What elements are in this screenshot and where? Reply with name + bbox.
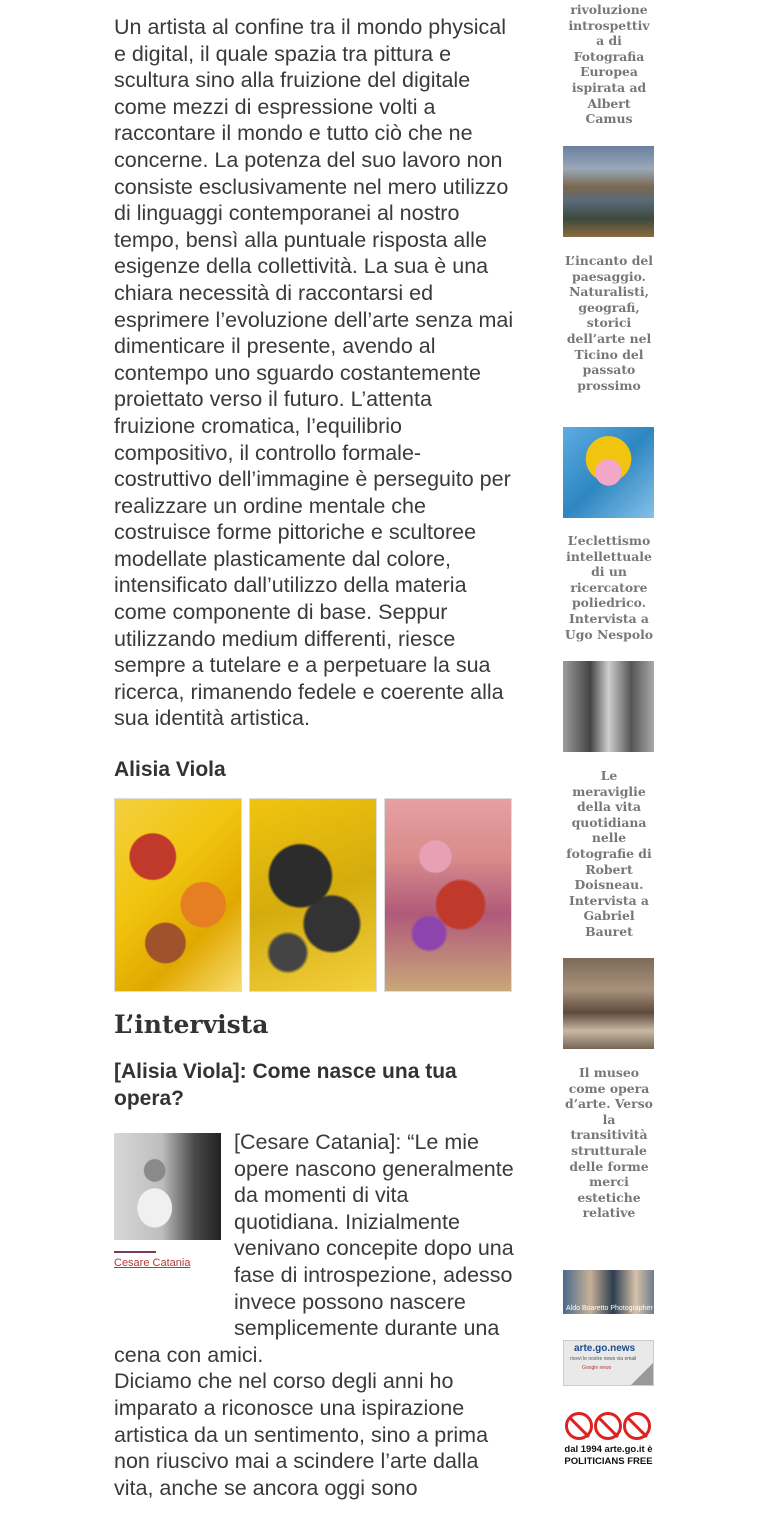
author-name: Alisia Viola [114,758,226,781]
politicians-free-text: dal 1994 arte.go.it è POLITICIANS FREE [564,1444,653,1467]
related-article-title[interactable]: L’incanto del paesaggio. Naturalisti, geografi, storici dell’arte nel Ticino del passato prossimo [565,253,653,393]
photographer-banner[interactable] [563,1270,654,1314]
related-article-title[interactable]: L’eclettismo intellettuale di un ricercatore poliedrico. Intervista a Ugo Nespolo [564,533,654,642]
answer-text: [Cesare Catania]: “Le mie opere nascono generalmente da momenti di vita quotidiana. Inizialmente venivano concepite dopo una fase di introspezione, adesso invece possono nascere semplicemente durante una cena con amici. [114,1130,514,1367]
artwork-image-1[interactable] [114,798,242,992]
float-spacer [114,1129,234,1329]
artwork-image-2[interactable] [249,798,377,992]
related-article-thumbnail[interactable] [563,146,654,237]
interview-answer [114,1129,514,1501]
interview-heading: L’intervista [114,1010,269,1039]
related-article-thumbnail[interactable] [563,427,654,518]
google-news-badge: Google news [582,1365,612,1371]
artwork-image-3[interactable] [384,798,512,992]
related-article-title[interactable]: Le meraviglie della vita quotidiana nelle fotografie di Robert Doisneau. Intervista a Gabriel Bauret [566,768,652,939]
article-paragraph: Un artista al confine tra il mondo physical e digital, il quale spazia tra pittura e scultura sino alla fruizione del digitale come mezzi di espressione volti a raccontare il mondo e tutto ciò che ne concerne. La potenza del suo lavoro non consiste esclusivamente nel mero utilizzo di linguaggi contemporanei al nostro tempo, bensì alla puntuale risposta alle esigenze della collettività. La sua è una chiara necessità di raccontarsi ed esprimere l’evoluzione dell’arte senza mai dimenticare il presente, avendo al contempo uno sguardo costantemente proiettato verso il futuro. L’attenta fruizione cromatica, l’equilibrio compositivo, il controllo formale-costruttivo dell’immagine è perseguito per realizzare un ordine mentale che costruisce forme pittoriche e scultoree modellate plasticamente dal colore, intensificato dall’utilizzo della materia come componente di base. Seppur utilizzando medium differenti, riesce sempre a tutelare e a perpetuare la sua ricerca, rimanendo fedele e coerente alla sua identità artistica. [114,15,514,731]
related-article-thumbnail[interactable] [563,958,654,1049]
news-brand-logo: arte.go.news [574,1343,636,1354]
answer-text-continued: Diciamo che nel corso degli anni ho imparato a riconosce una ispirazione artistica da un sentimento, sino a prima non riuscivo mai a scindere l’arte dalla vita, anche se ancora oggi sono [114,1369,489,1500]
no-politicians-icon [594,1412,622,1440]
related-article-title[interactable]: rivoluzione introspettiv a di Fotografia Europea ispirata ad Albert Camus [568,2,650,127]
news-subscribe-banner[interactable] [563,1340,654,1386]
no-politicians-icon [565,1412,593,1440]
portrait-caption-link[interactable]: Cesare Catania [114,1257,191,1269]
page-curl-icon [631,1363,653,1385]
interview-question: [Alisia Viola]: Come nasce una tua opera? [114,1060,457,1110]
news-subscribe-text: ricevi le nostre news via email [570,1356,637,1362]
no-politicians-icon [623,1412,651,1440]
related-article-title[interactable]: Il museo come opera d’arte. Verso la transitività strutturale delle forme merci estetiche relative [565,1065,653,1221]
related-article-thumbnail[interactable] [563,661,654,752]
photographer-credit: Aldo Boaretto Photographer [566,1305,653,1312]
politicians-free-banner[interactable] [563,1410,654,1472]
